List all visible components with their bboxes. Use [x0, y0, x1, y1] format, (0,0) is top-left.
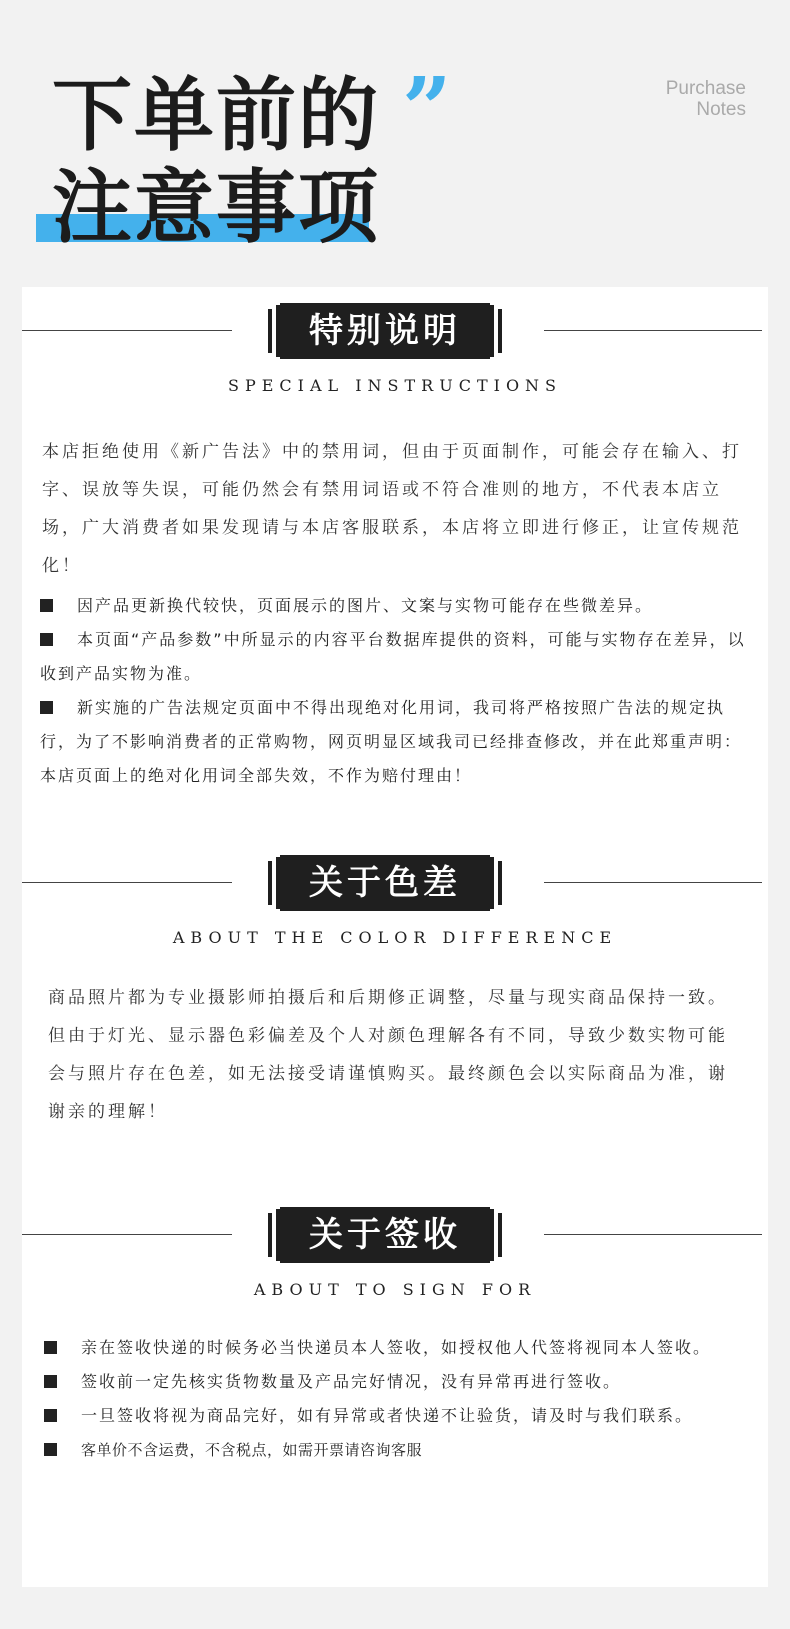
english-title: [666, 78, 746, 120]
page-title: [52, 70, 380, 254]
title-line-2: 注意事项: [52, 161, 380, 254]
list-item: [22, 1365, 768, 1399]
bullet-square-icon: [40, 599, 53, 612]
section-header: [22, 303, 768, 359]
section-special-instructions: [22, 303, 768, 793]
english-title-line-1: Purchase: [665, 78, 746, 99]
section-paragraph: 商品照片都为专业摄影师拍摄后和后期修正调整，尽量与现实商品保持一致。但由于灯光、显示器色彩偏差及个人对颜色理解各有不同，导致少数实物可能会与照片存在色差，如无法接受请谨慎购买。最终颜色会以实际商品为准，谢谢亲的理解！: [48, 988, 728, 1122]
section-paragraph: 本店拒绝使用《新广告法》中的禁用词，但由于页面制作，可能会存在输入、打字、误放等失误，可能仍然会有禁用词语或不符合准则的地方，不代表本店立场，广大消费者如果发现请与本店客服联系，本店将立即进行修正，让宣传规范化！: [42, 442, 742, 576]
section-badge: 特别说明: [280, 303, 490, 359]
bullet-square-icon: [44, 1443, 57, 1456]
divider-line: [22, 330, 232, 331]
list-item-text: 客单价不含运费，不含税点，如需开票请咨询客服: [81, 1441, 423, 1459]
section-subtitle: ABOUT TO SIGN FOR: [253, 1280, 537, 1299]
notes-card: [22, 287, 768, 1587]
list-item-text: 本页面“产品参数”中所显示的内容平台数据库提供的资料，可能与实物存在差异，以收到产品实物为准。: [40, 630, 746, 683]
section-subtitle: SPECIAL INSTRUCTIONS: [227, 376, 563, 395]
section-color-difference: [22, 855, 768, 1131]
list-item-text: 因产品更新换代较快，页面展示的图片、文案与实物可能存在些微差异。: [77, 596, 654, 615]
list-item: [22, 1399, 768, 1433]
divider-line: [22, 882, 232, 883]
quote-mark-icon: ”: [402, 59, 452, 160]
divider-line: [544, 330, 762, 331]
list-item-text: 新实施的广告法规定页面中不得出现绝对化用词，我司将严格按照广告法的规定执行，为了不影响消费者的正常购物，网页明显区域我司已经排查修改，并在此郑重声明：本店页面上的绝对化用词全部失效，不作为赔付理由！: [40, 698, 743, 785]
divider-line: [22, 1234, 232, 1235]
section-badge: 关于签收: [280, 1207, 490, 1263]
list-item: [22, 1331, 768, 1365]
section-subtitle: ABOUT THE COLOR DIFFERENCE: [172, 928, 618, 947]
section-header: [22, 1207, 768, 1263]
divider-line: [544, 1234, 762, 1235]
bullet-square-icon: [40, 701, 53, 714]
list-item-text: 亲在签收快递的时候务必当快递员本人签收，如授权他人代签将视同本人签收。: [81, 1338, 712, 1357]
section-header: [22, 855, 768, 911]
list-item: [22, 691, 768, 793]
bullet-square-icon: [44, 1409, 57, 1422]
bullet-square-icon: [44, 1341, 57, 1354]
divider-line: [544, 882, 762, 883]
list-item-text: 一旦签收将视为商品完好，如有异常或者快递不让验货，请及时与我们联系。: [81, 1406, 694, 1425]
list-item-text: 签收前一定先核实货物数量及产品完好情况，没有异常再进行签收。: [81, 1372, 622, 1391]
list-item: [22, 589, 768, 623]
section-sign-for: [22, 1207, 768, 1467]
bullet-square-icon: [44, 1375, 57, 1388]
title-line-1: 下单前的: [52, 69, 380, 162]
section-badge: 关于色差: [280, 855, 490, 911]
bullet-square-icon: [40, 633, 53, 646]
english-title-line-2: Notes: [696, 99, 746, 120]
list-item: [22, 1433, 768, 1467]
list-item: [22, 623, 768, 691]
